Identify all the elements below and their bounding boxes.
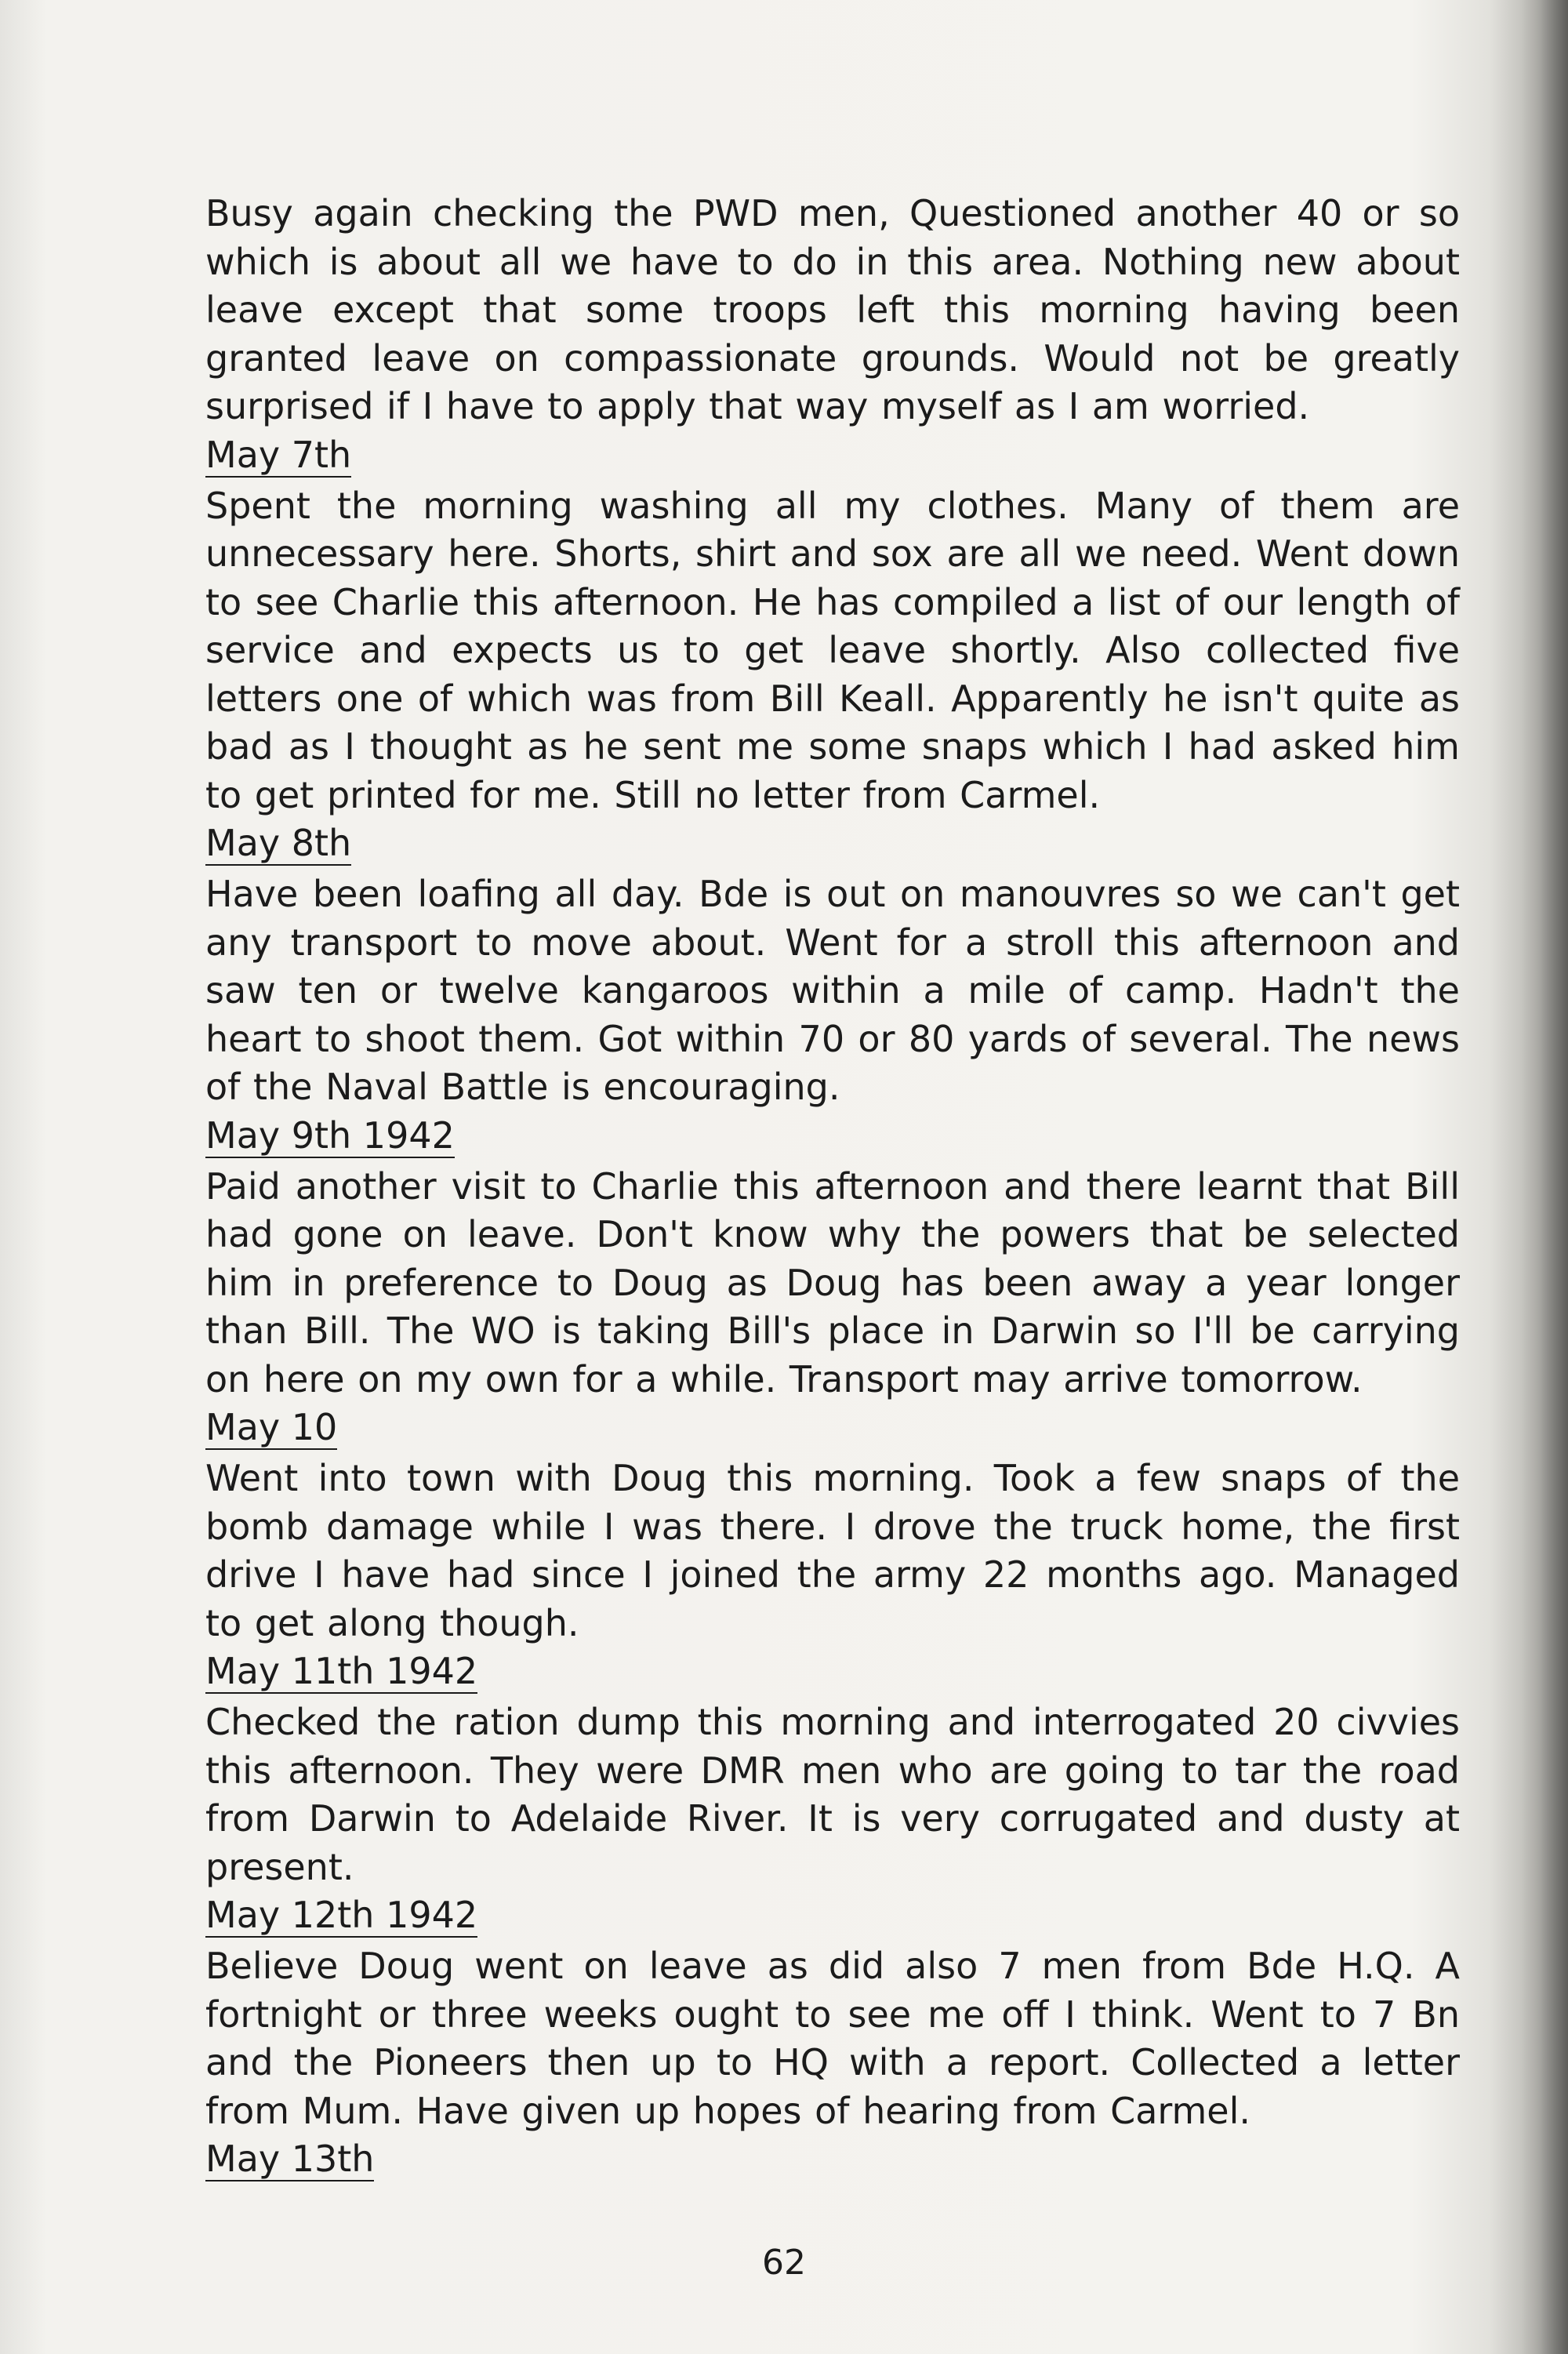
entry-text: Believe Doug went on leave as did also 7 men from Bde H.Q. A fortnight or three weeks ought to see me off I think. Went to 7 Bn and the Pioneers then up to HQ with a report. Collected a letter from Mum. Have given up hopes of hearing from Carmel. bbox=[205, 1945, 1460, 2132]
entry-date: May 13th bbox=[205, 2138, 375, 2180]
entry-text: Spent the morning washing all my clothes. Many of them are unnecessary here. Shorts, shirt and sox are all we need. Went down to see Charlie this afternoon. He has compiled a list of our length of service and expects us to get leave shortly. Also collected five letters one of which was from Bill Keall. Apparently he isn't quite as bad as I thought as he sent me some snaps which I had asked him to get printed for me. Still no letter from Carmel. bbox=[205, 484, 1460, 816]
entry-date: May 8th bbox=[205, 822, 352, 864]
entry-date: May 7th bbox=[205, 433, 352, 476]
entry-date: May 12th 1942 bbox=[205, 1894, 478, 1936]
page-number: 62 bbox=[762, 2243, 806, 2283]
entry-text: Checked the ration dump this morning and interrogated 20 civvies this afternoon. They were DMR men who are going to tar the road from Darwin to Adelaide River. It is very corrugated and dusty at present. bbox=[205, 1701, 1460, 1888]
diary-text bbox=[205, 190, 1460, 2186]
entry-date: May 10 bbox=[205, 1406, 338, 1448]
entry-text: Have been loafing all day. Bde is out on manouvres so we can't get any transport to move about. Went for a stroll this afternoon and saw ten or twelve kangaroos within a mile of camp. Hadn't the heart to shoot them. Got within 70 or 80 yards of several. The news of the Naval Battle is encouraging. bbox=[205, 873, 1460, 1108]
entry-date: May 11th 1942 bbox=[205, 1650, 478, 1692]
entry-date: May 9th 1942 bbox=[205, 1113, 455, 1157]
page-edge-shadow bbox=[1521, 0, 1568, 2354]
entry-text: Went into town with Doug this morning. Took a few snaps of the bomb damage while I was there. I drove the truck home, the first drive I have had since I joined the army 22 months ago. Managed to get along though. bbox=[205, 1457, 1460, 1644]
entry-text: Paid another visit to Charlie this afternoon and there learnt that Bill had gone on leave. Don't know why the powers that be selected him in preference to Doug as Doug has been away a year longer than Bill. The WO is taking Bill's place in Darwin so I'll be carrying on here on my own for a while. Transport may arrive tomorrow. bbox=[205, 1164, 1460, 1400]
entry-text: Busy again checking the PWD men, Questioned another 40 or so which is about all we have to do in this area. Nothing new about leave except that some troops left this morning having been granted leave on compassionate grounds. Would not be greatly surprised if I have to apply that way myself as I am worried. bbox=[205, 192, 1460, 427]
